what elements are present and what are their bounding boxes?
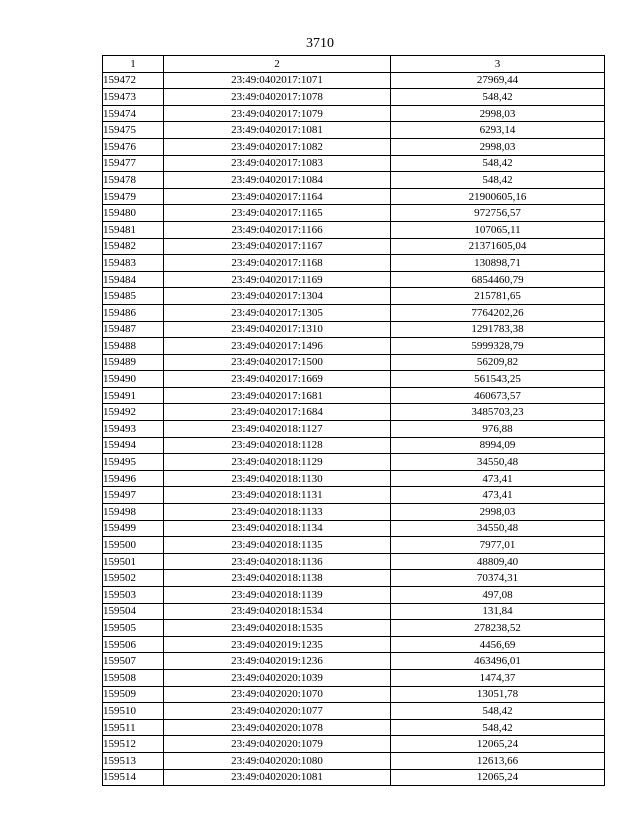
cadastral-number-cell: 23:49:0402020:1080 (164, 752, 391, 769)
cadastral-number-cell: 23:49:0402020:1070 (164, 686, 391, 703)
cadastral-number-cell: 23:49:0402018:1135 (164, 537, 391, 554)
row-number-cell: 159488 (103, 338, 164, 355)
row-number-cell: 159479 (103, 188, 164, 205)
table-row (103, 470, 605, 487)
row-number-cell: 159494 (103, 437, 164, 454)
row-number-cell: 159473 (103, 89, 164, 106)
table-row (103, 271, 605, 288)
row-number-cell: 159476 (103, 138, 164, 155)
cadastral-number-cell: 23:49:0402017:1169 (164, 271, 391, 288)
table-row (103, 669, 605, 686)
row-number-cell: 159513 (103, 752, 164, 769)
table-header (103, 56, 605, 73)
value-cell: 278238,52 (391, 620, 605, 637)
row-number-cell: 159493 (103, 421, 164, 438)
value-cell: 48809,40 (391, 553, 605, 570)
table-row (103, 221, 605, 238)
table-row (103, 89, 605, 106)
table-row (103, 255, 605, 272)
cadastral-number-cell: 23:49:0402017:1310 (164, 321, 391, 338)
table-row (103, 537, 605, 554)
cadastral-number-cell: 23:49:0402017:1078 (164, 89, 391, 106)
row-number-cell: 159480 (103, 205, 164, 222)
value-cell: 130898,71 (391, 255, 605, 272)
row-number-cell: 159478 (103, 172, 164, 189)
row-number-cell: 159472 (103, 72, 164, 89)
cadastral-number-cell: 23:49:0402018:1139 (164, 587, 391, 604)
cadastral-number-cell: 23:49:0402017:1681 (164, 387, 391, 404)
cadastral-number-cell: 23:49:0402017:1304 (164, 288, 391, 305)
row-number-cell: 159514 (103, 769, 164, 786)
cadastral-number-cell: 23:49:0402017:1500 (164, 354, 391, 371)
row-number-cell: 159501 (103, 553, 164, 570)
row-number-cell: 159506 (103, 636, 164, 653)
table-body (103, 72, 605, 786)
row-number-cell: 159496 (103, 470, 164, 487)
value-cell: 497,08 (391, 587, 605, 604)
row-number-cell: 159481 (103, 221, 164, 238)
cadastral-number-cell: 23:49:0402020:1077 (164, 703, 391, 720)
value-cell: 548,42 (391, 719, 605, 736)
value-cell: 3485703,23 (391, 404, 605, 421)
value-cell: 107065,11 (391, 221, 605, 238)
value-cell: 548,42 (391, 89, 605, 106)
row-number-cell: 159495 (103, 454, 164, 471)
table-row (103, 155, 605, 172)
cadastral-number-cell: 23:49:0402018:1130 (164, 470, 391, 487)
cadastral-number-cell: 23:49:0402017:1081 (164, 122, 391, 139)
table-row (103, 354, 605, 371)
table-row (103, 437, 605, 454)
cadastral-number-cell: 23:49:0402017:1669 (164, 371, 391, 388)
cadastral-number-cell: 23:49:0402018:1136 (164, 553, 391, 570)
row-number-cell: 159499 (103, 520, 164, 537)
cadastral-number-cell: 23:49:0402017:1305 (164, 304, 391, 321)
row-number-cell: 159509 (103, 686, 164, 703)
table-row (103, 636, 605, 653)
value-cell: 4456,69 (391, 636, 605, 653)
table-row (103, 520, 605, 537)
value-cell: 7977,01 (391, 537, 605, 554)
row-number-cell: 159477 (103, 155, 164, 172)
cadastral-number-cell: 23:49:0402017:1084 (164, 172, 391, 189)
cadastral-number-cell: 23:49:0402018:1138 (164, 570, 391, 587)
column-header-2: 2 (164, 56, 391, 73)
table-row (103, 238, 605, 255)
value-cell: 34550,48 (391, 454, 605, 471)
table-row (103, 752, 605, 769)
cadastral-number-cell: 23:49:0402018:1129 (164, 454, 391, 471)
row-number-cell: 159491 (103, 387, 164, 404)
table-row (103, 703, 605, 720)
table-row (103, 620, 605, 637)
row-number-cell: 159492 (103, 404, 164, 421)
table-row (103, 188, 605, 205)
table-row (103, 172, 605, 189)
cadastral-number-cell: 23:49:0402019:1236 (164, 653, 391, 670)
table-row (103, 454, 605, 471)
value-cell: 12065,24 (391, 769, 605, 786)
value-cell: 548,42 (391, 703, 605, 720)
cadastral-number-cell: 23:49:0402017:1071 (164, 72, 391, 89)
table-row (103, 404, 605, 421)
value-cell: 561543,25 (391, 371, 605, 388)
value-cell: 70374,31 (391, 570, 605, 587)
cadastral-number-cell: 23:49:0402020:1079 (164, 736, 391, 753)
row-number-cell: 159508 (103, 669, 164, 686)
value-cell: 1474,37 (391, 669, 605, 686)
row-number-cell: 159475 (103, 122, 164, 139)
cadastral-number-cell: 23:49:0402017:1082 (164, 138, 391, 155)
row-number-cell: 159484 (103, 271, 164, 288)
row-number-cell: 159503 (103, 587, 164, 604)
page-number: 3710 (306, 36, 334, 51)
cadastral-number-cell: 23:49:0402020:1081 (164, 769, 391, 786)
cadastral-number-cell: 23:49:0402018:1131 (164, 487, 391, 504)
value-cell: 34550,48 (391, 520, 605, 537)
table-row (103, 504, 605, 521)
table-row (103, 686, 605, 703)
cadastral-number-cell: 23:49:0402018:1534 (164, 603, 391, 620)
row-number-cell: 159474 (103, 105, 164, 122)
table-row (103, 719, 605, 736)
row-number-cell: 159487 (103, 321, 164, 338)
table-row (103, 321, 605, 338)
value-cell: 6854460,79 (391, 271, 605, 288)
table-row (103, 570, 605, 587)
row-number-cell: 159489 (103, 354, 164, 371)
cadastral-number-cell: 23:49:0402018:1128 (164, 437, 391, 454)
value-cell: 12613,66 (391, 752, 605, 769)
cadastral-number-cell: 23:49:0402017:1083 (164, 155, 391, 172)
row-number-cell: 159510 (103, 703, 164, 720)
row-number-cell: 159507 (103, 653, 164, 670)
cadastral-number-cell: 23:49:0402017:1166 (164, 221, 391, 238)
table-row (103, 603, 605, 620)
cadastral-number-cell: 23:49:0402017:1164 (164, 188, 391, 205)
value-cell: 56209,82 (391, 354, 605, 371)
table-row (103, 387, 605, 404)
cadastral-number-cell: 23:49:0402018:1134 (164, 520, 391, 537)
row-number-cell: 159502 (103, 570, 164, 587)
value-cell: 473,41 (391, 470, 605, 487)
row-number-cell: 159498 (103, 504, 164, 521)
value-cell: 2998,03 (391, 105, 605, 122)
value-cell: 972756,57 (391, 205, 605, 222)
row-number-cell: 159512 (103, 736, 164, 753)
cadastral-number-cell: 23:49:0402017:1167 (164, 238, 391, 255)
row-number-cell: 159490 (103, 371, 164, 388)
value-cell: 21900605,16 (391, 188, 605, 205)
value-cell: 976,88 (391, 421, 605, 438)
value-cell: 460673,57 (391, 387, 605, 404)
row-number-cell: 159485 (103, 288, 164, 305)
cadastral-number-cell: 23:49:0402017:1684 (164, 404, 391, 421)
column-header-3: 3 (391, 56, 605, 73)
table-row (103, 736, 605, 753)
cadastral-number-cell: 23:49:0402017:1165 (164, 205, 391, 222)
row-number-cell: 159505 (103, 620, 164, 637)
cadastral-number-cell: 23:49:0402017:1079 (164, 105, 391, 122)
row-number-cell: 159504 (103, 603, 164, 620)
cadastral-number-cell: 23:49:0402018:1133 (164, 504, 391, 521)
row-number-cell: 159497 (103, 487, 164, 504)
cadastral-number-cell: 23:49:0402017:1168 (164, 255, 391, 272)
table-row (103, 288, 605, 305)
row-number-cell: 159486 (103, 304, 164, 321)
value-cell: 548,42 (391, 155, 605, 172)
cadastral-number-cell: 23:49:0402019:1235 (164, 636, 391, 653)
value-cell: 5999328,79 (391, 338, 605, 355)
value-cell: 215781,65 (391, 288, 605, 305)
cadastral-number-cell: 23:49:0402017:1496 (164, 338, 391, 355)
value-cell: 1291783,38 (391, 321, 605, 338)
value-cell: 548,42 (391, 172, 605, 189)
value-cell: 131,84 (391, 603, 605, 620)
table-row (103, 421, 605, 438)
value-cell: 2998,03 (391, 504, 605, 521)
cadastral-number-cell: 23:49:0402018:1127 (164, 421, 391, 438)
table-row (103, 587, 605, 604)
value-cell: 13051,78 (391, 686, 605, 703)
table-row (103, 304, 605, 321)
table-row (103, 371, 605, 388)
row-number-cell: 159511 (103, 719, 164, 736)
row-number-cell: 159500 (103, 537, 164, 554)
cadastral-number-cell: 23:49:0402018:1535 (164, 620, 391, 637)
cadastral-number-cell: 23:49:0402020:1039 (164, 669, 391, 686)
column-header-1: 1 (103, 56, 164, 73)
table-row (103, 487, 605, 504)
row-number-cell: 159483 (103, 255, 164, 272)
value-cell: 6293,14 (391, 122, 605, 139)
row-number-cell: 159482 (103, 238, 164, 255)
value-cell: 12065,24 (391, 736, 605, 753)
table-row (103, 553, 605, 570)
header-row (103, 56, 605, 73)
table-row (103, 105, 605, 122)
table-row (103, 72, 605, 89)
cadastral-number-cell: 23:49:0402020:1078 (164, 719, 391, 736)
value-cell: 27969,44 (391, 72, 605, 89)
table-row (103, 769, 605, 786)
table-row (103, 338, 605, 355)
value-cell: 2998,03 (391, 138, 605, 155)
value-cell: 7764202,26 (391, 304, 605, 321)
table-row (103, 122, 605, 139)
value-cell: 8994,09 (391, 437, 605, 454)
table-row (103, 138, 605, 155)
data-table (102, 55, 605, 786)
value-cell: 473,41 (391, 487, 605, 504)
table-row (103, 205, 605, 222)
table-row (103, 653, 605, 670)
value-cell: 463496,01 (391, 653, 605, 670)
value-cell: 21371605,04 (391, 238, 605, 255)
